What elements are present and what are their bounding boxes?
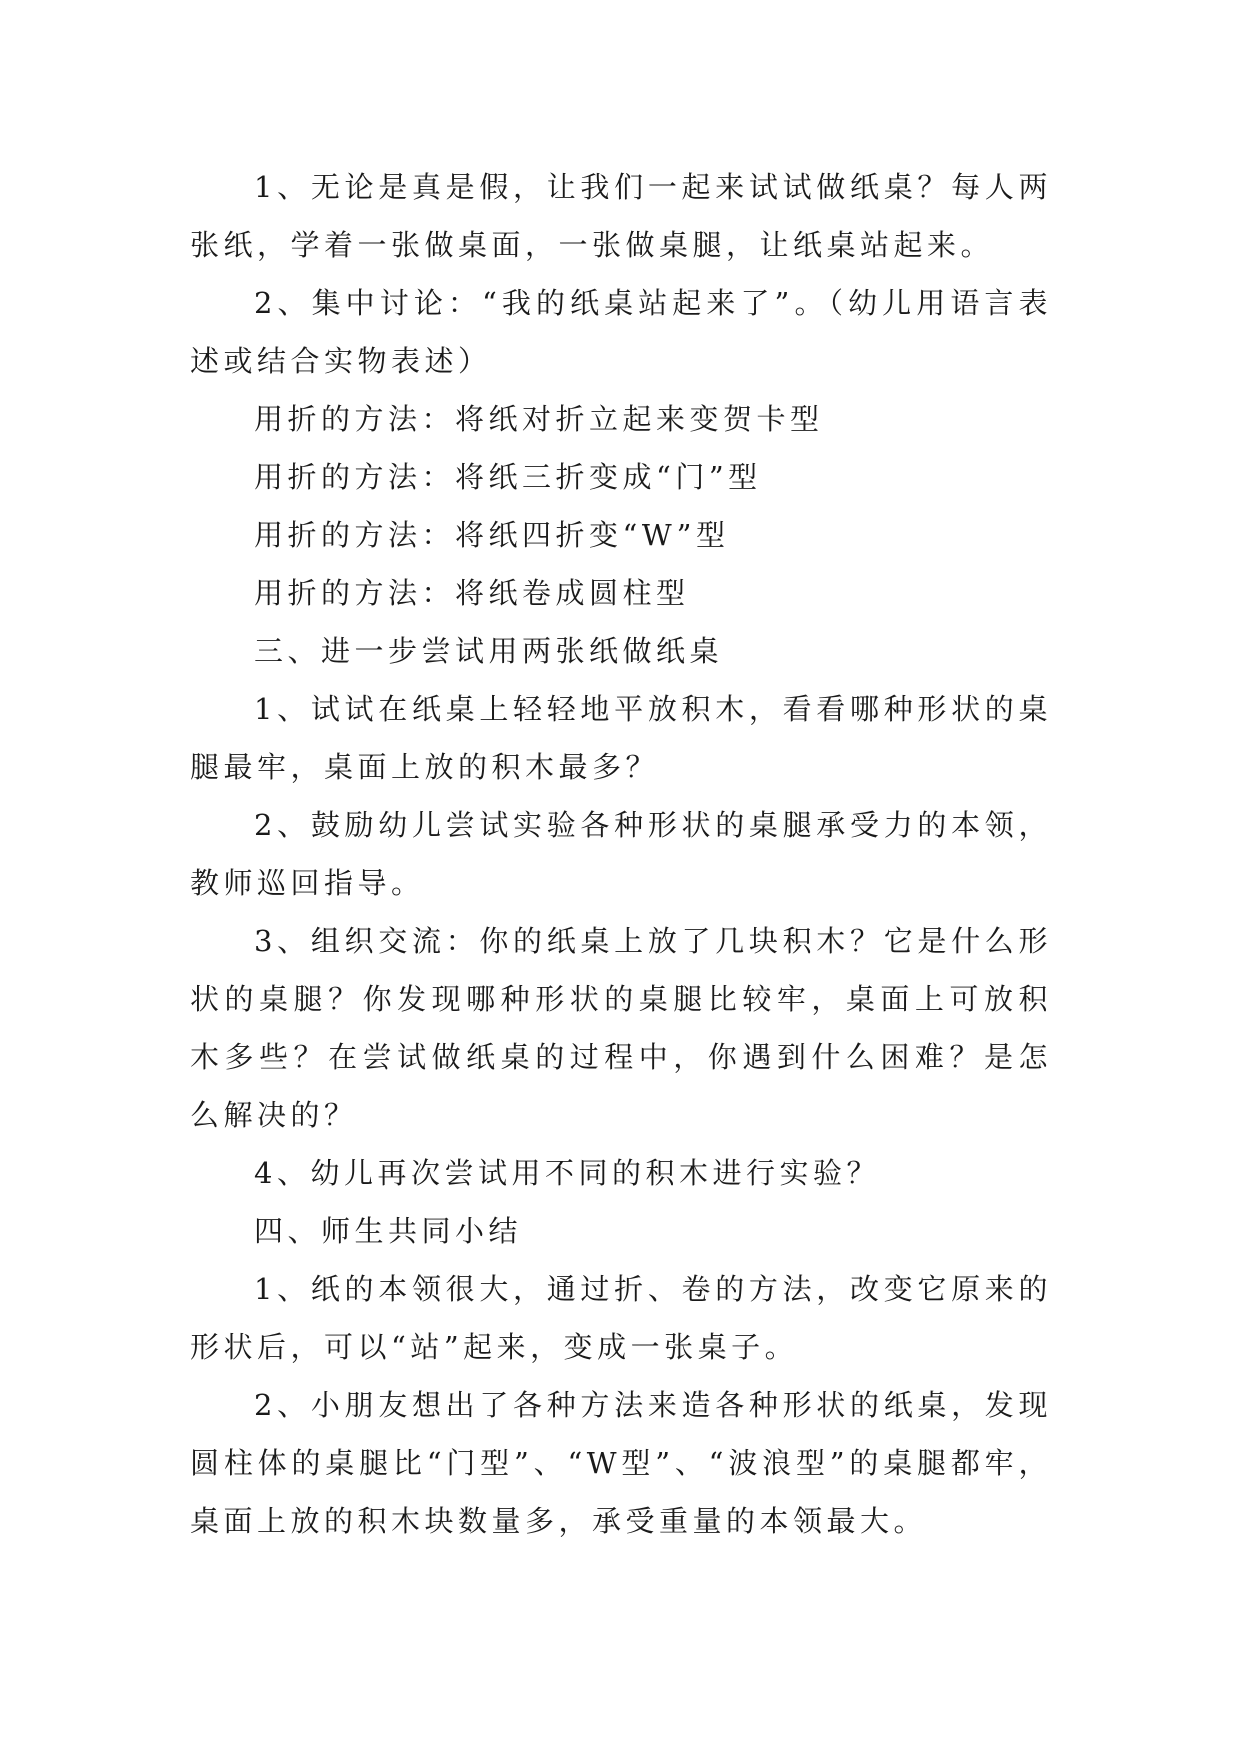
section-heading-4: 四、师生共同小结 [254, 1214, 523, 1248]
paragraph-3-2-encourage: 2、鼓励幼儿尝试实验各种形状的桌腿承受力的本领，教师巡回指导。 [190, 808, 1052, 900]
paragraph-method-door-shape: 用折的方法：将纸三折变成“门”型 [254, 460, 762, 494]
paragraph-method-w-shape: 用折的方法：将纸四折变“W”型 [254, 518, 730, 552]
paragraph-4-1-summary: 1、纸的本领很大，通过折、卷的方法，改变它原来的形状后，可以“站”起来，变成一张桌子。 [190, 1272, 1052, 1364]
paragraph-3-4-retry: 4、幼儿再次尝试用不同的积木进行实验？ [254, 1156, 880, 1190]
paragraph-3-1-place-blocks: 1、试试在纸桌上轻轻地平放积木，看看哪种形状的桌腿最牢，桌面上放的积木最多？ [190, 692, 1052, 784]
paragraph-step-1-try-paper-table: 1、无论是真是假，让我们一起来试试做纸桌？每人两张纸，学着一张做桌面，一张做桌腿，让纸桌站起来。 [190, 170, 1052, 262]
section-heading-3: 三、进一步尝试用两张纸做纸桌 [254, 634, 724, 668]
document-body [190, 158, 1052, 1550]
paragraph-4-2-summary: 2、小朋友想出了各种方法来造各种形状的纸桌，发现圆柱体的桌腿比“门型”、“W型”、“波浪型”的桌腿都牢，桌面上放的积木块数量多，承受重量的本领最大。 [190, 1388, 1052, 1538]
paragraph-step-2-discussion: 2、集中讨论：“我的纸桌站起来了”。（幼儿用语言表述或结合实物表述） [190, 286, 1052, 378]
paragraph-method-greeting-card: 用折的方法：将纸对折立起来变贺卡型 [254, 402, 824, 436]
paragraph-3-3-exchange: 3、组织交流：你的纸桌上放了几块积木？它是什么形状的桌腿？你发现哪种形状的桌腿比较牢，桌面上可放积木多些？在尝试做纸桌的过程中，你遇到什么困难？是怎么解决的？ [190, 924, 1052, 1132]
paragraph-method-cylinder: 用折的方法：将纸卷成圆柱型 [254, 576, 690, 610]
